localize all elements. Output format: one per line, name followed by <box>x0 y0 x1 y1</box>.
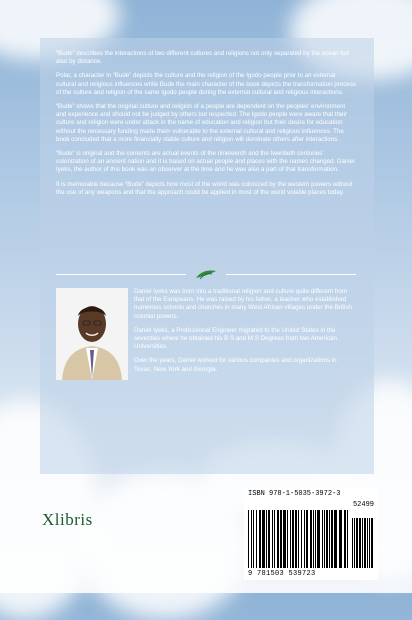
price-code: 52499 <box>352 501 374 509</box>
isbn-digits: 9 781503 539723 <box>248 570 316 578</box>
leaf-ornament-icon <box>194 268 218 280</box>
isbn-barcode <box>244 488 378 580</box>
summary-paragraph: “Bude” is original and the contents are actual events of the nineteenth and the twentieth centuries' colonization of an ancient nation and it is based on actual people and places with the names changed. Daniel Iyeks, the author of this book was an observer at the time and he was also a part of that transformation. <box>56 150 355 174</box>
summary-paragraph: “Bude” describes the interactions of two different cultures and religions not only separated by the ocean but also by distance. <box>56 50 349 66</box>
divider-line-right <box>226 274 356 275</box>
author-photo <box>56 288 128 380</box>
book-summary <box>56 50 356 203</box>
isbn-label: ISBN 978-1-5035-3972-3 <box>248 490 341 498</box>
summary-paragraph: Polar, a character in “Bude” depicts the culture and the religion of the Igodo people prior to an external cultural and religious influences while Bude the main character of the book depicts the transformation process of the culture and religion of the same Igodo people during the external cultural and religious interactions. <box>56 72 356 96</box>
section-divider <box>56 268 356 280</box>
summary-paragraph: “Bude” shows that the original culture and religion of a people are dependent on the peoples' environment and experience and should not be judged by others but respected. The Igodo people were aware that their culture and religion were under attack in the name of education and religion but their desire for education without the necessary funding made them vulnerable to the external cultural and religious influences. The book concluded that a more financially stable culture and religion will dominate others after interactions. <box>56 103 347 143</box>
publisher-logo: Xlibris <box>42 510 93 529</box>
barcode-bars-icon <box>248 510 374 568</box>
bio-paragraph: Daniel Iyeks, a Professional Engineer migrated to the United States in the seventies where he obtained his B S and M S Degrees from two American Universities. <box>134 326 337 351</box>
summary-paragraph: It is memorable because “Bude” depicts how most of the world was colonized by the western powers without the use of any weapons and that the approach could be applied in most of the world volatile places today. <box>56 180 353 196</box>
divider-line-left <box>56 274 186 275</box>
bio-paragraph: Over the years, Daniel worked for various companies and organizations in Texas, New York and Georgia. <box>134 357 337 373</box>
bio-paragraph: Daniel Iyeks was born into a traditional religion and culture quite different from that of the Europeans. He was raised by his father, a teacher who established numerous schools and churches in many West African villages under the British colonial powers. <box>134 288 352 320</box>
author-bio <box>134 288 354 380</box>
